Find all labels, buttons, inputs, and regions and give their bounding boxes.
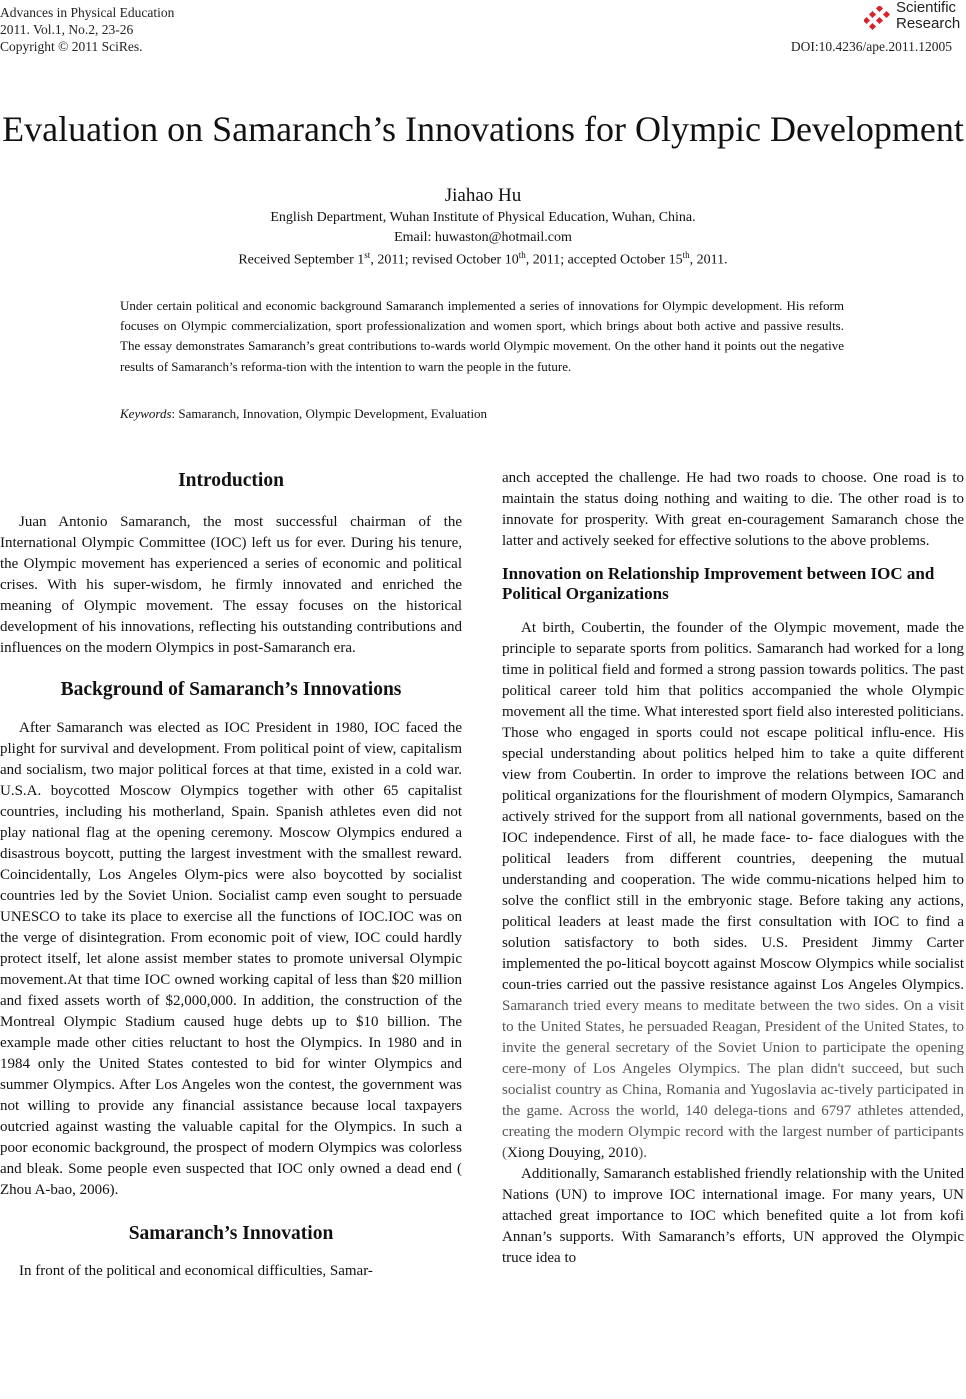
relationship-text-b: Samaranch tried every means to meditate between the two sides. On a visit to the United States, he persuaded Reagan, President of the United States, to invite the general secretary of the Soviet Union to participate the opening cere-mony of Los Angeles Olympics. The plan didn't succeed, but such socialist country as China, Romania and Yugoslavia ac-tively participated in the game. Across the world, 140 delega-tions and 6797 athletes attended, creating the modern Olympic record with the largest number of participants ( — [502, 998, 964, 1161]
relationship-text-a: At birth, Coubertin, the founder of the Olympic movement, made the principle to separate sports from politics. Samaranch had worked for a long time in political field and formed a strong passion towards politics. The past political career told him that politics accompanied the whole Olympic movement all the time. What interested sport field also interested politicians. Those who engaged in sports could not escape political influ-ence. His special understanding about politics helped him to take a quite different view from Coubertin. In order to improve the relations between IOC and political organizations for the flourishment of modern Olympics, Samaranch actively strived for the support from all national governments, based on the IOC independence. First of all, he made face- to- face dialogues with the political leaders from different countries, deepening the mutual understanding and cooperation. The wide commu-nications helped him to solve the conflict still in the embryonic stage. Before taking any actions, political leaders at least made the first consultation with IOC to find a solution satisfactory to both sides. U.S. President Jimmy Carter implemented the po-litical boycott against Moscow Olympics while socialist coun-tries carried out the passive resistance against Los Angeles Olympics. — [502, 620, 964, 993]
copyright: Copyright © 2011 SciRes. — [0, 39, 143, 54]
relationship-text-d: ). — [638, 1145, 647, 1161]
innovation-paragraph-start: In front of the political and economical difficulties, Samar- — [19, 1263, 373, 1279]
section-heading-introduction: Introduction — [178, 470, 284, 491]
relationship-paragraph-2: Additionally, Samaranch established friendly relationship with the United Nations (UN) to improve IOC international image. For many years, UN attached great importance to IOC which benefited quite a lot from kofi Annan’s supports. With Samaranch’s efforts, UN approved the Olympic truce idea to — [502, 1166, 964, 1266]
subsection-heading-relationship: Innovation on Relationship Improvement between IOC and Political Organizations — [502, 564, 935, 603]
revised-date: , 2011; revised October 10 — [370, 252, 519, 268]
section-heading-background: Background of Samaranch’s Innovations — [60, 679, 402, 700]
abstract: Under certain political and economic background Samaranch implemented a series of innovations for Olympic development. His reform focuses on Olympic commercialization, sport professionalization and women sport, which brings about both active and passive results. The essay demonstrates Samaranch’s great contributions to-wards world Olympic movement. On the other hand it points out the negative results of Samaranch’s reforma-tion with the intention to warn the people in the future. — [120, 298, 844, 374]
doi: DOI:10.4236/ape.2011.12005 — [790, 39, 952, 54]
innovation-paragraph-continued: anch accepted the challenge. He had two roads to choose. One road is to maintain the status doing nothing and waiting to die. The other road is to innovate for prosperity. With great en-couragement Samaranch chose the latter and actively seeked for effective solutions to the above problems. — [502, 470, 964, 549]
paper-title: Evaluation on Samaranch’s Innovations for Olympic Development — [2, 109, 964, 149]
affiliation: English Department, Wuhan Institute of Physical Education, Wuhan, China. — [270, 210, 696, 225]
author: Jiahao Hu — [444, 185, 522, 206]
citation-xiong: Xiong Douying, 2010 — [507, 1145, 639, 1161]
header-left — [0, 4, 174, 55]
journal-name: Advances in Physical Education — [0, 5, 175, 20]
keywords — [120, 406, 487, 422]
keywords-label: Keywords — [120, 406, 172, 421]
relationship-paragraph-1 — [502, 618, 964, 1164]
journal-volume: 2011. Vol.1, No.2, 23-26 — [0, 22, 134, 37]
scientific-research-logo-icon — [864, 6, 894, 30]
keywords-list: : Samaranch, Innovation, Olympic Development, Evaluation — [171, 406, 488, 421]
received-sup: st — [364, 250, 371, 260]
intro-paragraph: Juan Antonio Samaranch, the most successful chairman of the International Olympic Committee (IOC) left us for ever. During his tenure, the Olympic movement has experienced a series of economic and political crises. With his super-wisdom, he firmly innovated and enriched the meaning of Olympic movement. The essay focuses on the historical development of his innovations, reflecting his outstanding contributions and influences on the modern Olympics in post-Samaranch era. — [0, 514, 462, 656]
logo-text-line2: Research — [896, 15, 961, 32]
logo-text-line1: Scientific — [896, 0, 957, 16]
dates — [0, 250, 966, 269]
section-heading-innovation: Samaranch’s Innovation — [128, 1223, 334, 1244]
revised-sup: th — [518, 250, 526, 260]
background-paragraph: After Samaranch was elected as IOC President in 1980, IOC faced the plight for survival and development. From political point of view, capitalism and socialism, two major political forces at that time, existed in a cold war. U.S.A. boycotted Moscow Olympics together with other 65 capitalist countries, including his motherland, Spain. Spanish athletes even did not play national flag at the opening ceremony. Moscow Olympics endured a disastrous boycott, putting the largest investment with the smallest reward. Coincidentally, Los Angeles Olym-pics were also boycotted by socialist countries led by the Soviet Union. Socialist camp even sought to persuade UNESCO to take its place to exercise all the functions of IOC.IOC was on the verge of disintegration. From economic poit of view, IOC could hardly protect itself, let alone assist member states to promote universal Olympic movement.At that time IOC owned working capital of less than $20 million and fixed assets worth of $2,000,000. In addition, the construction of the Montreal Olympic Stadium caused huge debts up to $10 billion. The example made other cities reluctant to host the Olympics. In 1980 and in 1984 only the United States contested to bid for winter Olympics and summer Olympics. After Los Angeles won the contest, the government was not willing to provide any financial assistance because local taxpayers outcried against wasting the valuable capital for the Olympics. In such a poor economic background, the prospect of modern Olympics was colorless and bleak. Some people even suspected that IOC only owned a dead end ( Zhou A-bao, 2006). — [0, 720, 462, 1198]
dates-end: , 2011. — [689, 252, 728, 268]
email: Email: huwaston@hotmail.com — [394, 230, 572, 245]
accepted-date: , 2011; accepted October 15 — [525, 252, 683, 268]
accepted-sup: th — [682, 250, 690, 260]
right-column — [502, 468, 964, 1269]
publisher-logo — [864, 0, 964, 34]
received-date: Received September 1 — [238, 252, 365, 268]
left-column — [0, 468, 462, 1282]
